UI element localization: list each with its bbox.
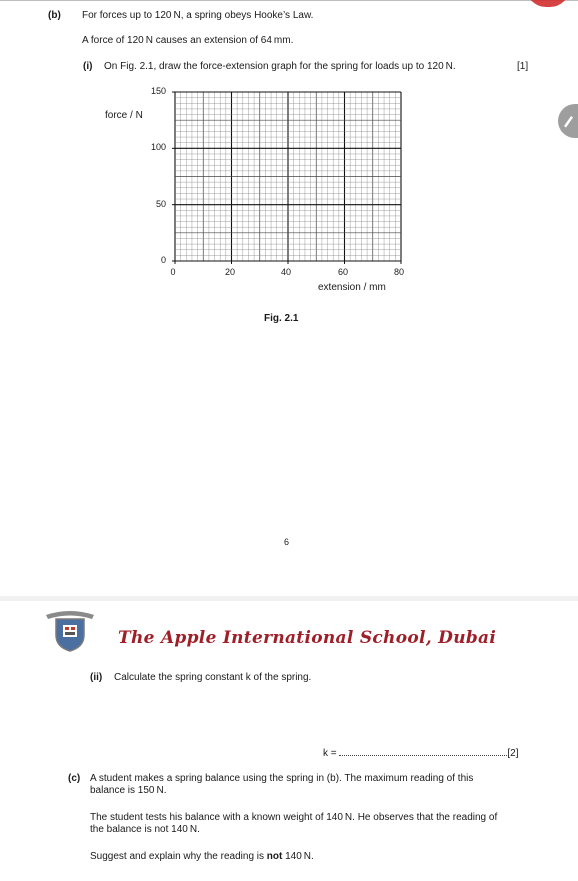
- part-b-i-text: On Fig. 2.1, draw the force-extension graph for the spring for loads up to 120 N.: [104, 61, 456, 72]
- y-tick-150: 150: [150, 86, 166, 96]
- scroll-handle[interactable]: [558, 104, 578, 138]
- school-crest-icon: [44, 609, 96, 653]
- part-b-line2: A force of 120 N causes an extension of 64 mm.: [82, 35, 294, 46]
- answer-dots: [339, 746, 507, 756]
- x-tick-40: 40: [280, 267, 291, 277]
- y-tick-50: 50: [155, 199, 166, 209]
- part-c-line2: balance is 150 N.: [90, 785, 167, 796]
- part-b-label: (b): [48, 10, 61, 21]
- school-crest: [44, 609, 96, 658]
- x-tick-60: 60: [337, 267, 348, 277]
- part-c-para3-before: Suggest and explain why the reading is: [90, 851, 265, 862]
- x-tick-20: 20: [224, 267, 235, 277]
- part-c-para3-bold: not: [266, 851, 283, 862]
- answer-prefix: k =: [323, 748, 337, 759]
- part-c-para2-line1: The student tests his balance with a known weight of 140 N. He observes that the reading of: [90, 812, 498, 823]
- answer-line[interactable]: [323, 746, 519, 760]
- x-tick-0: 0: [170, 267, 176, 277]
- part-c-label: (c): [68, 773, 81, 784]
- graph-grid: [172, 90, 404, 269]
- graph-grid-svg: [172, 90, 404, 264]
- pencil-icon: [562, 113, 574, 129]
- page-number: 6: [284, 537, 290, 547]
- part-b-text: For forces up to 120 N, a spring obeys Hooke’s Law.: [82, 10, 314, 21]
- part-b-i-label: (i): [83, 61, 93, 72]
- y-axis-label: force / N: [105, 110, 143, 121]
- part-b-ii-text: Calculate the spring constant k of the spring.: [114, 672, 312, 683]
- part-c-line1: [90, 773, 473, 785]
- part-c-para3: [90, 851, 314, 863]
- part-b-i-marks: [1]: [517, 61, 529, 72]
- part-c-line1-text: A student makes a spring balance using the spring in (b). The maximum reading of this: [90, 773, 474, 784]
- y-tick-0: 0: [160, 255, 166, 265]
- part-c-para2-line2: the balance is not 140 N.: [90, 824, 200, 835]
- figure-caption: Fig. 2.1: [264, 313, 299, 324]
- part-b-ii-label: (ii): [90, 672, 103, 683]
- x-axis-label: extension / mm: [318, 282, 386, 293]
- school-name: The Apple International School, Dubai: [118, 628, 497, 648]
- x-tick-80: 80: [393, 267, 404, 277]
- part-c-para3-after: 140 N.: [285, 851, 314, 862]
- y-tick-100: 100: [150, 142, 166, 152]
- part-b-ii-marks: [2]: [507, 748, 519, 759]
- corner-badge: [526, 0, 570, 7]
